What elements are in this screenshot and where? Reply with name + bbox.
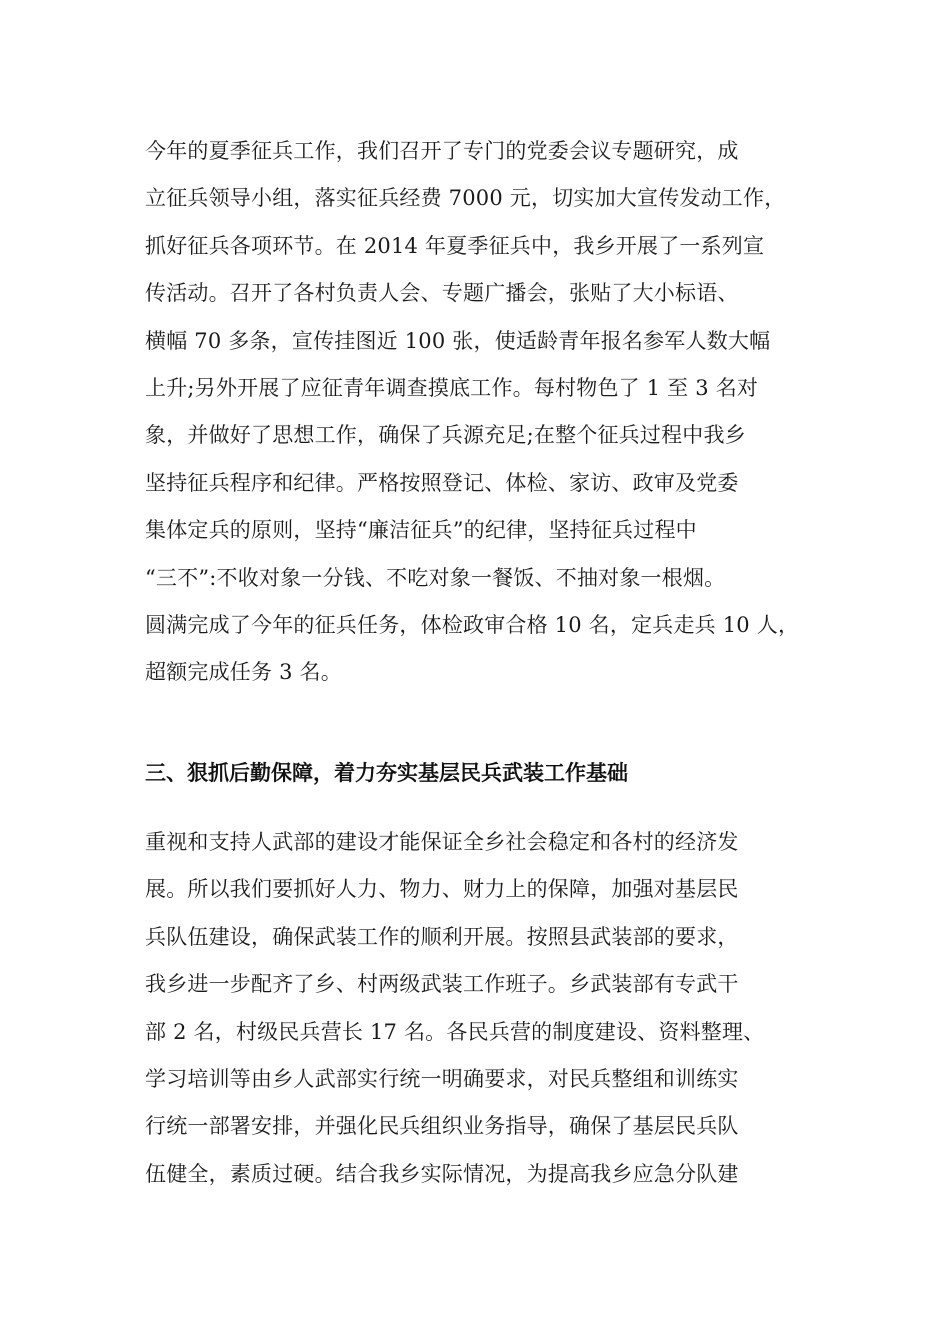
text-line: 学习培训等由乡人武部实行统一明确要求，对民兵整组和训练实	[145, 1066, 739, 1091]
text-line: 集体定兵的原则，坚持“廉洁征兵”的纪律，坚持征兵过程中	[145, 518, 697, 543]
text-line: 展。所以我们要抓好人力、物力、财力上的保障，加强对基层民	[145, 877, 739, 902]
text-line: 部 2 名，村级民兵营长 17 名。各民兵营的制度建设、资料整理、	[145, 1019, 765, 1044]
text-line: 重视和支持人武部的建设才能保证全乡社会稳定和各村的经济发	[145, 830, 739, 854]
text-line: 坚持征兵程序和纪律。严格按照登记、体检、家访、政审及党委	[145, 470, 739, 495]
text-line: 象，并做好了思想工作，确保了兵源充足;在整个征兵过程中我乡	[145, 423, 746, 448]
text-line: “三不”:不收对象一分钱、不吃对象一餐饭、不抽对象一根烟。	[145, 565, 726, 590]
text-line: 伍健全，素质过硬。结合我乡实际情况，为提高我乡应急分队建	[145, 1161, 739, 1186]
text-line: 我乡进一步配齐了乡、村两级武装工作班子。乡武装部有专武干	[145, 972, 739, 997]
text-line: 传活动。召开了各村负责人会、专题广播会，张贴了大小标语、	[145, 281, 739, 306]
paragraph-logistics	[145, 819, 764, 1198]
text-line: 立征兵领导小组，落实征兵经费 7000 元，切实加大宣传发动工作，	[145, 186, 786, 211]
text-line: 圆满完成了今年的征兵任务，体检政审合格 10 名，定兵走兵 10 人，	[145, 612, 800, 637]
text-line: 兵队伍建设，确保武装工作的顺利开展。按照县武装部的要求，	[145, 924, 739, 949]
text-line: 上升;另外开展了应征青年调查摸底工作。每村物色了 1 至 3 名对	[145, 375, 759, 400]
section-heading: 三、狠抓后勤保障，着力夯实基层民兵武装工作基础	[145, 761, 628, 785]
paragraph-recruitment	[145, 128, 799, 697]
text-line: 今年的夏季征兵工作，我们召开了专门的党委会议专题研究，成	[145, 139, 739, 163]
text-line: 行统一部署安排，并强化民兵组织业务指导，确保了基层民兵队	[145, 1114, 739, 1139]
text-line: 超额完成任务 3 名。	[145, 660, 342, 685]
text-line: 抓好征兵各项环节。在 2014 年夏季征兵中，我乡开展了一系列宣	[145, 233, 765, 258]
text-line: 横幅 70 多条，宣传挂图近 100 张，使适龄青年报名参军人数大幅	[145, 328, 771, 353]
